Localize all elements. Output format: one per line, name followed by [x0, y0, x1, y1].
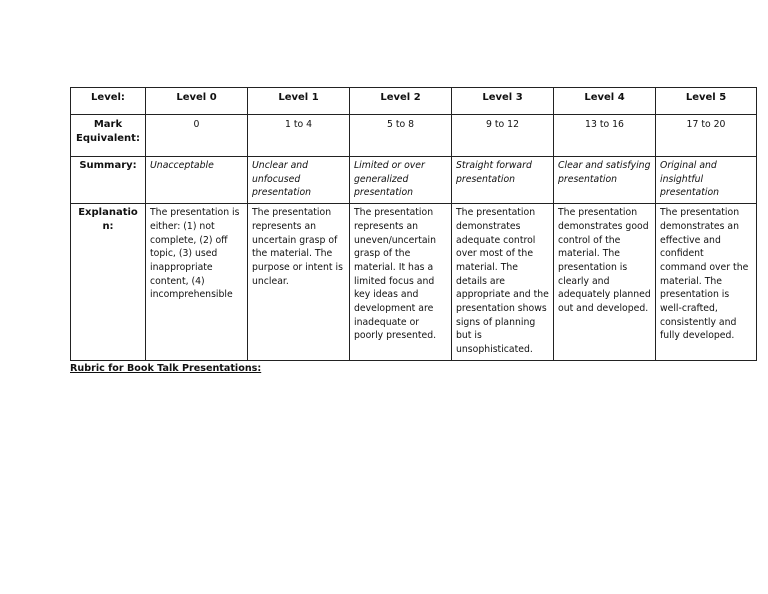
level-3-explanation: The presentation demonstrates adequate control over most of the material. The details are appropriate and the presentation shows signs of planning but is unsophisticated. [452, 204, 554, 361]
level-row-label: Level: [71, 88, 146, 115]
mark-row [71, 115, 757, 157]
level-0-summary: Unacceptable [146, 157, 248, 204]
level-row [71, 88, 757, 115]
level-2-explanation: The presentation represents an uneven/uncertain grasp of the material. It has a limited focus and key ideas and development are inadequate or poorly presented. [350, 204, 452, 361]
rubric-table [70, 87, 757, 361]
level-1-explanation: The presentation represents an uncertain grasp of the material. The purpose or intent is unclear. [248, 204, 350, 361]
level-3-mark: 9 to 12 [452, 115, 554, 157]
level-5-explanation: The presentation demonstrates an effective and confident command over the material. The presentation is well-crafted, consistently and fully developed. [656, 204, 757, 361]
level-2-mark: 5 to 8 [350, 115, 452, 157]
level-4-summary: Clear and satisfying presentation [554, 157, 656, 204]
level-3-summary: Straight forward presentation [452, 157, 554, 204]
level-4-header: Level 4 [554, 88, 656, 115]
level-2-summary: Limited or over generalized presentation [350, 157, 452, 204]
level-4-mark: 13 to 16 [554, 115, 656, 157]
level-0-header: Level 0 [146, 88, 248, 115]
explanation-row-label: Explanation: [71, 204, 146, 361]
mark-row-label: Mark Equivalent: [71, 115, 146, 157]
rubric-caption: Rubric for Book Talk Presentations: [70, 363, 262, 374]
level-3-header: Level 3 [452, 88, 554, 115]
level-1-mark: 1 to 4 [248, 115, 350, 157]
level-0-mark: 0 [146, 115, 248, 157]
level-1-summary: Unclear and unfocused presentation [248, 157, 350, 204]
level-5-summary: Original and insightful presentation [656, 157, 757, 204]
level-4-explanation: The presentation demonstrates good control of the material. The presentation is clearly and adequately planned out and developed. [554, 204, 656, 361]
summary-row-label: Summary: [71, 157, 146, 204]
level-1-header: Level 1 [248, 88, 350, 115]
explanation-row [71, 204, 757, 361]
level-5-header: Level 5 [656, 88, 757, 115]
level-2-header: Level 2 [350, 88, 452, 115]
level-0-explanation: The presentation is either: (1) not complete, (2) off topic, (3) used inappropriate content, (4) incomprehensible [146, 204, 248, 361]
summary-row [71, 157, 757, 204]
level-5-mark: 17 to 20 [656, 115, 757, 157]
